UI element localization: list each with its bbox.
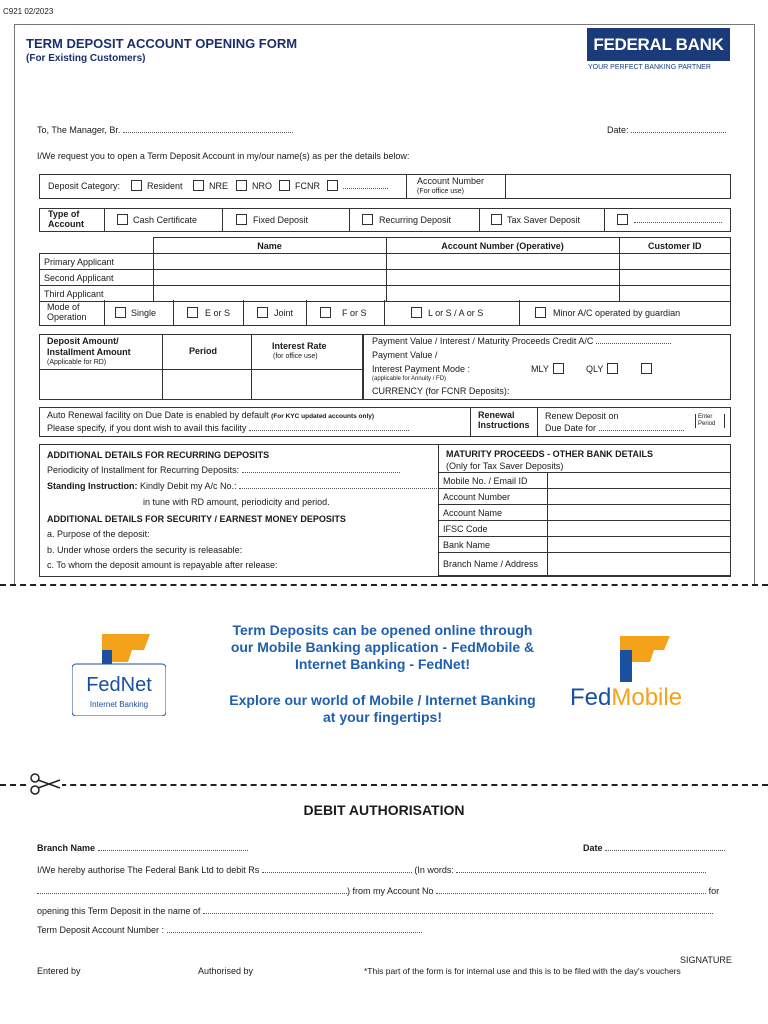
- purpose-label: a. Purpose of the deposit:: [47, 529, 150, 539]
- col-customer-id: Customer ID: [619, 238, 731, 254]
- maturity-table: [438, 472, 731, 576]
- value-cell[interactable]: [548, 553, 731, 576]
- l-or-s-checkbox[interactable]: [411, 307, 422, 318]
- debit-title: DEBIT AUTHORISATION: [303, 802, 465, 818]
- divider: [39, 369, 363, 370]
- row-label: IFSC Code: [439, 521, 548, 537]
- annuity-note: (applicable for Annuity / FD): [372, 376, 447, 382]
- divider: [384, 300, 385, 326]
- mly-checkbox[interactable]: [553, 363, 564, 374]
- branch-name-line: Branch Name: [37, 843, 248, 853]
- deposit-account-number-line: Term Deposit Account Number :: [37, 925, 422, 935]
- table-row: [40, 254, 731, 270]
- maturity-note: (Only for Tax Saver Deposits): [446, 461, 564, 471]
- renewal-instructions-label: Renewal Instructions: [478, 410, 530, 430]
- fednet-name: FedNet: [86, 674, 152, 696]
- type-of-account-label: Type of Account: [48, 209, 84, 229]
- mode-of-operation-label: Mode of Operation: [47, 302, 87, 322]
- to-manager-label: To, The Manager, Br.: [37, 125, 293, 135]
- scissors-icon: [28, 773, 62, 795]
- promo-text-2: [190, 692, 575, 726]
- signature-label: SIGNATURE: [680, 955, 732, 965]
- internal-note: *This part of the form is for internal use and this is to be filed with the day's vouchers: [364, 966, 681, 976]
- cash-certificate-label: Cash Certificate: [133, 215, 198, 225]
- rd-heading: ADDITIONAL DETAILS FOR RECURRING DEPOSITS: [47, 450, 270, 460]
- cut-line-bottom: [0, 784, 768, 786]
- period-label: Period: [189, 346, 218, 356]
- single-label: Single: [131, 308, 157, 318]
- standing-instruction: Standing Instruction: Kindly Debit my A/c No.:: [47, 481, 439, 491]
- nro-checkbox[interactable]: [236, 180, 247, 191]
- table-header-row: [40, 238, 731, 254]
- divider: [104, 208, 105, 232]
- cut-line-top: [0, 584, 768, 586]
- row-label: Second Applicant: [40, 270, 154, 286]
- opening-line: opening this Term Deposit in the name of: [37, 906, 713, 916]
- row-label: Bank Name: [439, 537, 548, 553]
- table-row: [40, 270, 731, 286]
- account-line: ) from my Account No for: [37, 886, 719, 896]
- row-label: Mobile No. / Email ID: [439, 473, 548, 489]
- renew-on-label: Renew Deposit on: [545, 411, 619, 421]
- value-cell[interactable]: [548, 537, 731, 553]
- nro-label: NRO: [252, 181, 272, 191]
- security-heading: ADDITIONAL DETAILS FOR SECURITY / EARNEST MONEY DEPOSITS: [47, 514, 346, 524]
- authorise-line: I/We hereby authorise The Federal Bank Ltd to debit Rs (In words:: [37, 865, 706, 875]
- fcnr-label: FCNR: [295, 181, 320, 191]
- other-category-checkbox[interactable]: [327, 180, 338, 191]
- account-number-label: Account Number: [417, 176, 485, 186]
- other-category-field[interactable]: [343, 182, 388, 189]
- divider: [537, 407, 538, 437]
- account-cell[interactable]: [386, 270, 619, 286]
- fedmobile-f-icon: [614, 634, 674, 684]
- value-cell[interactable]: [548, 505, 731, 521]
- name-cell[interactable]: [153, 254, 386, 270]
- bank-logo-text: FEDERAL BANK: [593, 35, 724, 54]
- minor-checkbox[interactable]: [535, 307, 546, 318]
- office-use-note: (For office use): [417, 188, 464, 195]
- tune-text: in tune with RD amount, periodicity and period.: [143, 497, 330, 507]
- table-row: [439, 489, 731, 505]
- fixed-deposit-checkbox[interactable]: [236, 214, 247, 225]
- joint-label: Joint: [274, 308, 294, 318]
- promo-text-1: [190, 622, 575, 673]
- divider: [519, 300, 520, 326]
- auto-renewal-line2: Please specify, if you dont wish to avail this facility: [47, 423, 409, 433]
- divider: [306, 300, 307, 326]
- divider: [406, 174, 407, 199]
- auto-renewal-line1: Auto Renewal facility on Due Date is enabled by default (For KYC updated accounts only): [47, 410, 375, 420]
- interest-payment-mode-label: Interest Payment Mode :: [372, 364, 471, 374]
- periodicity-label: Periodicity of Installment for Recurring Deposits:: [47, 465, 400, 475]
- divider: [173, 300, 174, 326]
- account-cell[interactable]: [386, 254, 619, 270]
- nre-label: NRE: [209, 181, 229, 191]
- applicants-table: [39, 237, 731, 302]
- col-name: Name: [153, 238, 386, 254]
- authorised-by-label: Authorised by: [198, 966, 254, 976]
- fedmobile-wordmark: FedMobile: [570, 684, 683, 711]
- promo-line: Term Deposits can be opened online through: [232, 622, 533, 638]
- date-label: Date:: [607, 125, 726, 135]
- recurring-deposit-checkbox[interactable]: [362, 214, 373, 225]
- other-type-field[interactable]: [634, 216, 722, 223]
- form-code: C921 02/2023: [3, 7, 54, 16]
- minor-label: Minor A/C operated by guardian: [553, 308, 681, 318]
- divider: [470, 407, 471, 437]
- enter-period-bracket: Enter Period: [695, 414, 725, 428]
- value-cell[interactable]: [548, 473, 731, 489]
- table-row: [439, 521, 731, 537]
- row-label: Third Applicant: [40, 286, 154, 302]
- promo-line: at your fingertips!: [322, 709, 442, 725]
- nre-checkbox[interactable]: [193, 180, 204, 191]
- mly-label: MLY: [531, 364, 549, 374]
- divider: [222, 208, 223, 232]
- bank-tagline: YOUR PERFECT BANKING PARTNER: [588, 64, 711, 71]
- repayable-label: c. To whom the deposit amount is repayable after release:: [47, 560, 278, 570]
- request-text: I/We request you to open a Term Deposit Account in my/our name(s) as per the details below:: [37, 151, 410, 161]
- form-title: TERM DEPOSIT ACCOUNT OPENING FORM: [26, 36, 298, 51]
- divider: [349, 208, 350, 232]
- tax-saver-checkbox[interactable]: [491, 214, 502, 225]
- l-or-s-label: L or S / A or S: [428, 308, 484, 318]
- form-subtitle: (For Existing Customers): [26, 53, 146, 64]
- currency-label: CURRENCY (for FCNR Deposits):: [372, 386, 510, 396]
- row-label: Primary Applicant: [40, 254, 154, 270]
- row-label: Branch Name / Address: [439, 553, 548, 576]
- divider: [479, 208, 480, 232]
- rd-note: (Applicable for RD): [47, 359, 107, 366]
- table-row: [439, 505, 731, 521]
- divider: [243, 300, 244, 326]
- recurring-deposit-label: Recurring Deposit: [379, 215, 452, 225]
- promo-line: Explore our world of Mobile / Internet Banking: [229, 692, 536, 708]
- divider: [505, 174, 506, 199]
- e-or-s-label: E or S: [205, 308, 231, 318]
- fedmobile-logo: [568, 634, 708, 714]
- divider: [251, 334, 252, 400]
- table-row: [439, 553, 731, 576]
- cash-certificate-checkbox[interactable]: [117, 214, 128, 225]
- payment-credit-label: Payment Value / Interest / Maturity Proceeds Credit A/C: [372, 336, 671, 346]
- table-row: [439, 537, 731, 553]
- joint-checkbox[interactable]: [257, 307, 268, 318]
- fcnr-checkbox[interactable]: [279, 180, 290, 191]
- row-label: Account Name: [439, 505, 548, 521]
- resident-label: Resident: [147, 181, 183, 191]
- promo-line: our Mobile Banking application - FedMobile &: [230, 639, 535, 655]
- value-cell[interactable]: [548, 489, 731, 505]
- e-or-s-checkbox[interactable]: [187, 307, 198, 318]
- f-or-s-label: F or S: [342, 308, 367, 318]
- maturity-heading: MATURITY PROCEEDS - OTHER BANK DETAILS: [446, 449, 654, 459]
- customer-id-cell[interactable]: [619, 254, 731, 270]
- releasable-label: b. Under whose orders the security is releasable:: [47, 545, 243, 555]
- f-or-s-checkbox[interactable]: [320, 307, 331, 318]
- interest-rate-label: Interest Rate: [272, 341, 327, 351]
- debit-date-line: Date: [583, 843, 725, 853]
- col-account-number: Account Number (Operative): [386, 238, 619, 254]
- tax-saver-label: Tax Saver Deposit: [507, 215, 581, 225]
- divider: [604, 208, 605, 232]
- value-cell[interactable]: [548, 521, 731, 537]
- entered-by-label: Entered by: [37, 966, 81, 976]
- divider: [162, 334, 163, 400]
- row-label: Account Number: [439, 489, 548, 505]
- payment-value-label: Payment Value /: [372, 350, 438, 360]
- due-date-label: Due Date for: [545, 423, 684, 433]
- other-type-checkbox[interactable]: [617, 214, 628, 225]
- divider: [104, 300, 105, 326]
- resident-checkbox[interactable]: [131, 180, 142, 191]
- fednet-logo: [72, 632, 166, 716]
- promo-line: Internet Banking - FedNet!: [294, 656, 470, 672]
- qly-label: QLY: [586, 364, 604, 374]
- bank-logo: [587, 28, 730, 61]
- customer-id-cell[interactable]: [619, 270, 731, 286]
- name-cell[interactable]: [153, 270, 386, 286]
- deposit-category-label: Deposit Category:: [48, 181, 121, 191]
- other-mode-checkbox[interactable]: [641, 363, 652, 374]
- table-row: [439, 473, 731, 489]
- qly-checkbox[interactable]: [607, 363, 618, 374]
- fixed-deposit-label: Fixed Deposit: [253, 215, 309, 225]
- fednet-sub: Internet Banking: [89, 700, 149, 709]
- interest-office-note: (for office use): [273, 353, 318, 360]
- deposit-amount-label: Deposit Amount/ Installment Amount: [47, 336, 131, 357]
- single-checkbox[interactable]: [115, 307, 126, 318]
